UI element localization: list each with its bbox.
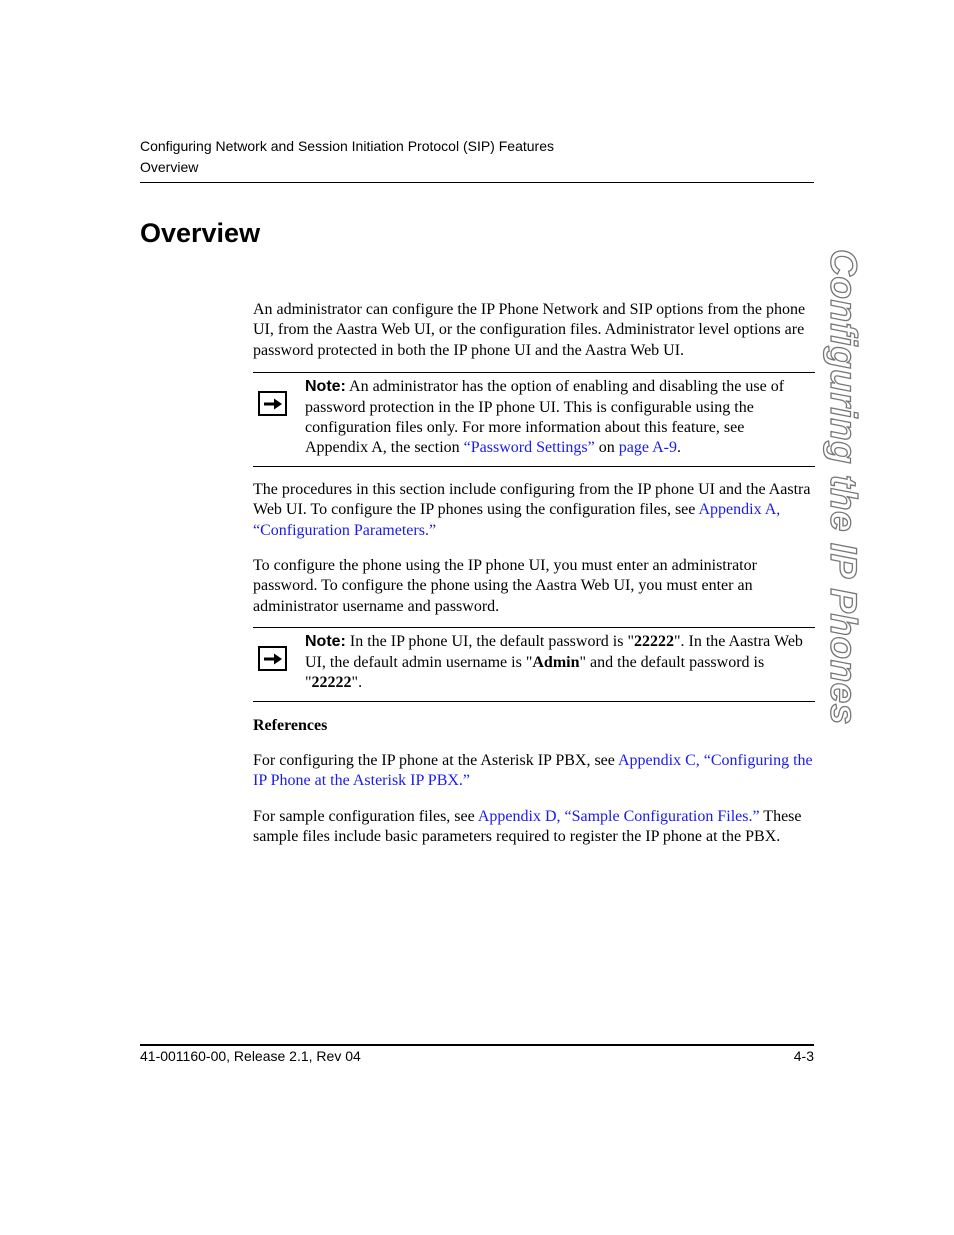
note-label: Note: <box>305 633 346 651</box>
footer-page-number: 4-3 <box>793 1048 814 1064</box>
note-box-password: Note: An administrator has the option of enabling and disabling the use of password protection in the IP phone UI. This is configurable using the configuration files only. For more information about this feature, see Appendix A, the section “Password Settings” on page A-9. <box>253 372 815 467</box>
footer-rule <box>140 1044 814 1046</box>
asterisk-reference: For configuring the IP phone at the Asterisk IP PBX, see Appendix C, “Configuring the IP Phone at the Asterisk IP PBX.” <box>253 751 813 790</box>
note-text: An administrator has the option of enabling and disabling the use of password protection in the IP phone UI. This is configurable using the configuration files only. For more information about this feature, see Appendix A, the section <box>305 378 785 457</box>
references-heading: References <box>253 716 328 734</box>
password-paragraph: To configure the phone using the IP phone UI, you must enter an administrator password. To configure the phone using the Aastra Web UI, you must enter an administrator username and password. <box>253 557 757 615</box>
running-header <box>140 136 554 178</box>
default-username: Admin <box>532 653 580 671</box>
appendix-a-link[interactable]: Appendix A, “Configuration Parameters.” <box>253 501 781 539</box>
chapter-side-tab <box>823 249 864 725</box>
side-tab-label: Configuring the IP Phones <box>823 249 864 725</box>
footer-doc-id: 41-001160-00, Release 2.1, Rev 04 <box>140 1048 361 1064</box>
right-arrow-icon <box>258 391 287 416</box>
default-password-2: 22222 <box>311 674 352 692</box>
header-chapter: Configuring Network and Session Initiation Protocol (SIP) Features <box>140 138 554 154</box>
default-password: 22222 <box>634 633 674 651</box>
right-arrow-icon <box>258 646 287 671</box>
sample-files-reference: For sample configuration files, see Appendix D, “Sample Configuration Files.” These sample files include basic parameters required to register the IP phone at the PBX. <box>253 807 802 846</box>
intro-paragraph: An administrator can configure the IP Phone Network and SIP options from the phone UI, from the Aastra Web UI, or the configuration files. Administrator level options are password protected in both the IP phone UI and the Aastra Web UI. <box>253 301 806 359</box>
header-rule <box>140 182 814 183</box>
page-a9-link[interactable]: page A-9 <box>618 439 677 457</box>
appendix-d-link[interactable]: Appendix D, “Sample Configuration Files.” <box>477 807 760 825</box>
page-title: Overview <box>140 218 261 248</box>
appendix-c-link[interactable]: Appendix C, “Configuring the IP Phone at the Asterisk IP PBX.” <box>253 751 813 790</box>
procedures-paragraph: The procedures in this section include configuring from the IP phone UI and the Aastra Web UI. To configure the IP phones using the configuration files, see Appendix A, “Configuration Parameters.” <box>253 480 811 539</box>
main-content <box>253 300 815 848</box>
note-box-default-password: Note: In the IP phone UI, the default password is "22222". In the Aastra Web UI, the default admin username is "Admin" and the default password is "22222". <box>253 627 815 701</box>
header-section: Overview <box>140 159 199 175</box>
note-label: Note: <box>305 378 346 396</box>
password-settings-link[interactable]: “Password Settings” <box>463 439 595 457</box>
